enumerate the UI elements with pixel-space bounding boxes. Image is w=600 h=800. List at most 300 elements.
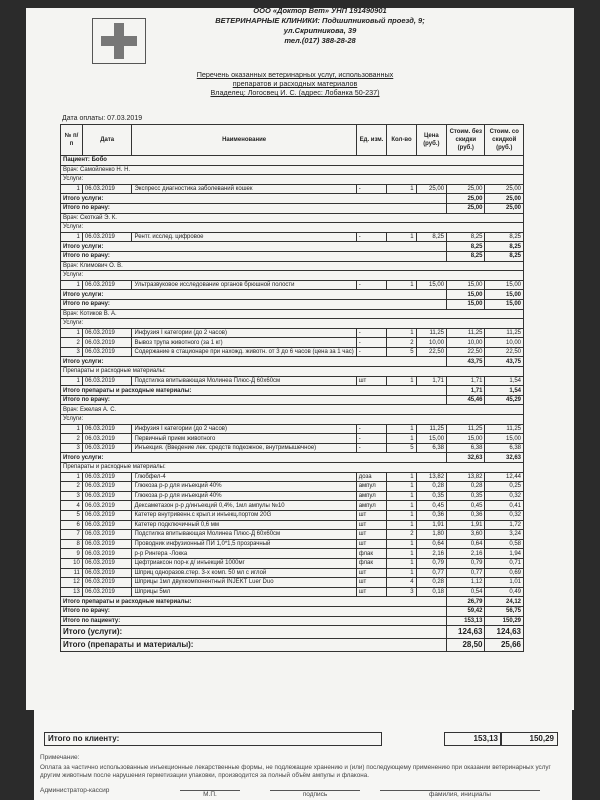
table-cell: 3 xyxy=(61,443,83,453)
table-cell: Ультразвуковое исследование органов брюшной полости xyxy=(132,280,356,290)
table-cell: Дексаметазон р-р д/инъекций 0,4%, 1мл ампулы №10 xyxy=(132,501,356,511)
table-cell: 1 xyxy=(387,472,416,482)
table-cell: Итого по врачу: xyxy=(61,251,447,261)
bottom-sheet xyxy=(34,710,572,800)
table-cell: 1,72 xyxy=(485,520,524,530)
table-cell: 3,60 xyxy=(447,530,485,540)
table-cell: 124,63 xyxy=(485,626,524,639)
clinic-phone: тел.(017) 388-28-28 xyxy=(284,36,356,45)
table-cell: 8,25 xyxy=(416,232,446,242)
table-row xyxy=(61,472,524,482)
table-cell: 1 xyxy=(387,328,416,338)
table-cell: 1 xyxy=(387,539,416,549)
table-cell: 1 xyxy=(387,520,416,530)
table-cell: Цефтриаксон пор-к д/ инъекций 1000мг xyxy=(132,558,356,568)
table-cell: Услуги: xyxy=(61,271,524,281)
table-cell: 11,25 xyxy=(416,424,446,434)
table-cell: 1 xyxy=(387,558,416,568)
table-cell: 1 xyxy=(61,280,83,290)
table-cell: 13,82 xyxy=(416,472,446,482)
table-cell: 0,79 xyxy=(416,558,446,568)
table-row xyxy=(61,290,524,300)
table-cell: Шприц одноразов.стер. 3-х комп. 50 мл с иглой xyxy=(132,568,356,578)
table-cell: Катетер подключичный 0,6 мм xyxy=(132,520,356,530)
table-cell: 6,38 xyxy=(416,443,446,453)
table-cell: 22,50 xyxy=(416,347,446,357)
table-cell: 1 xyxy=(387,568,416,578)
table-cell: 10 xyxy=(61,558,83,568)
table-cell: Глюкоза р-р для инъекций 40% xyxy=(132,482,356,492)
table-cell: 1,91 xyxy=(447,520,485,530)
table-cell: 5 xyxy=(61,510,83,520)
table-cell: 06.03.2019 xyxy=(82,520,132,530)
table-cell: 22,50 xyxy=(485,347,524,357)
table-cell: 0,32 xyxy=(485,491,524,501)
table-cell: 06.03.2019 xyxy=(82,232,132,242)
table-row xyxy=(61,319,524,329)
table-cell: 8,25 xyxy=(485,232,524,242)
table-cell: 25,66 xyxy=(485,639,524,652)
table-cell: 11,25 xyxy=(485,424,524,434)
table-cell: 28,50 xyxy=(447,639,485,652)
table-cell: 1,71 xyxy=(416,376,446,386)
owner-line: Владелец: Логосвец И. С. (адрес: Лобанка 50-237) xyxy=(210,88,380,97)
table-cell: 1,54 xyxy=(485,376,524,386)
table-body xyxy=(61,156,524,652)
table-row xyxy=(61,175,524,185)
table-cell: 0,41 xyxy=(485,501,524,511)
table-cell: 2 xyxy=(387,530,416,540)
table-row xyxy=(61,443,524,453)
table-cell: - xyxy=(356,280,387,290)
table-cell: Препараты и расходные материалы: xyxy=(61,367,524,377)
table-cell: 2 xyxy=(61,434,83,444)
table-cell: шт xyxy=(356,520,387,530)
table-row xyxy=(61,520,524,530)
subtitle-line: Перечень оказанных ветеринарных услуг, использованных xyxy=(196,70,394,79)
table-cell: 06.03.2019 xyxy=(82,347,132,357)
table-cell: шт xyxy=(356,510,387,520)
table-cell: - xyxy=(356,443,387,453)
table-cell: - xyxy=(356,338,387,348)
table-cell: Инъекция. (Введение лек. средств подкожное, внутримышечное) xyxy=(132,443,356,453)
table-cell: 15,00 xyxy=(447,299,485,309)
table-cell: 7 xyxy=(61,530,83,540)
table-cell: 06.03.2019 xyxy=(82,568,132,578)
table-cell: Врач: Климович О. В. xyxy=(61,261,524,271)
table-cell: - xyxy=(356,347,387,357)
table-cell: 43,75 xyxy=(485,357,524,367)
table-cell: 2,16 xyxy=(416,549,446,559)
table-cell: 15,00 xyxy=(485,290,524,300)
table-cell: Пациент: Бобо xyxy=(61,156,524,166)
table-cell: 24,12 xyxy=(485,597,524,607)
table-row xyxy=(61,367,524,377)
table-cell: Врач: Самойленко Н. Н. xyxy=(61,165,524,175)
table-cell: 0,45 xyxy=(447,501,485,511)
table-cell: 1 xyxy=(387,501,416,511)
table-cell: 1,80 xyxy=(416,530,446,540)
table-cell: 0,35 xyxy=(447,491,485,501)
table-cell: доза xyxy=(356,472,387,482)
table-cell: 45,29 xyxy=(485,395,524,405)
table-cell: 4 xyxy=(387,578,416,588)
table-cell: 8 xyxy=(61,539,83,549)
table-cell: 15,00 xyxy=(447,280,485,290)
table-cell: Шприцы 5мл xyxy=(132,587,356,597)
table-cell: 0,71 xyxy=(485,558,524,568)
table-cell: 0,49 xyxy=(485,587,524,597)
table-cell: Итого по врачу: xyxy=(61,606,447,616)
table-cell: 0,45 xyxy=(416,501,446,511)
table-cell: 11,25 xyxy=(447,424,485,434)
table-cell: 1 xyxy=(387,232,416,242)
table-cell: 06.03.2019 xyxy=(82,578,132,588)
table-cell: 0,36 xyxy=(416,510,446,520)
table-cell: 1 xyxy=(387,434,416,444)
table-cell: Катетер внутривенн.с крыл.и инъекц.портом 20G xyxy=(132,510,356,520)
table-cell: 1 xyxy=(61,184,83,194)
table-cell: шт xyxy=(356,578,387,588)
table-cell: шт xyxy=(356,530,387,540)
column-header: Кол-во xyxy=(387,125,416,156)
table-cell: 1,54 xyxy=(485,386,524,396)
table-row xyxy=(61,405,524,415)
table-cell: 3 xyxy=(61,347,83,357)
table-cell: 45,46 xyxy=(447,395,485,405)
table-cell: 0,28 xyxy=(447,482,485,492)
table-row xyxy=(61,271,524,281)
table-cell: 32,63 xyxy=(485,453,524,463)
table-cell: 8,25 xyxy=(447,251,485,261)
table-cell: Шприцы 1мл двухкомпонентный INJEKT Luer Duo xyxy=(132,578,356,588)
table-cell: 25,00 xyxy=(447,203,485,213)
table-cell: - xyxy=(356,424,387,434)
table-cell: 1 xyxy=(387,482,416,492)
payment-date: Дата оплаты: 07.03.2019 xyxy=(62,115,143,122)
table-row xyxy=(61,510,524,520)
table-cell: 15,00 xyxy=(447,434,485,444)
table-cell: 9 xyxy=(61,549,83,559)
table-cell: Препараты и расходные материалы: xyxy=(61,463,524,473)
table-row xyxy=(61,453,524,463)
table-cell: 1 xyxy=(387,510,416,520)
table-row xyxy=(61,549,524,559)
table-cell: Итого услуги: xyxy=(61,453,447,463)
table-cell: 0,28 xyxy=(416,578,446,588)
table-cell: р-р Рингера -Локка xyxy=(132,549,356,559)
table-cell: Итого услуги: xyxy=(61,357,447,367)
table-cell: 1,12 xyxy=(447,578,485,588)
table-cell: 12 xyxy=(61,578,83,588)
table-row xyxy=(61,558,524,568)
table-cell: 5 xyxy=(387,347,416,357)
table-cell: 25,00 xyxy=(485,194,524,204)
table-row xyxy=(61,376,524,386)
table-cell: 12,44 xyxy=(485,472,524,482)
table-cell: 06.03.2019 xyxy=(82,501,132,511)
table-cell: 0,25 xyxy=(485,482,524,492)
table-cell: 0,77 xyxy=(447,568,485,578)
table-cell: Рентг. исслед. цифровое xyxy=(132,232,356,242)
table-cell: Итого (услуги): xyxy=(61,626,447,639)
services-table xyxy=(60,124,524,652)
table-cell: 06.03.2019 xyxy=(82,530,132,540)
table-cell: 06.03.2019 xyxy=(82,472,132,482)
table-cell: Услуги: xyxy=(61,223,524,233)
table-cell: 8,25 xyxy=(447,242,485,252)
table-cell: Итого по врачу: xyxy=(61,395,447,405)
table-row xyxy=(61,280,524,290)
table-cell: 1,01 xyxy=(485,578,524,588)
table-row xyxy=(61,328,524,338)
table-cell: шт xyxy=(356,539,387,549)
table-cell: шт xyxy=(356,587,387,597)
table-cell: 15,00 xyxy=(447,290,485,300)
table-cell: Глюбфел-4 xyxy=(132,472,356,482)
table-cell: 06.03.2019 xyxy=(82,376,132,386)
clinic-address-2: ул.Скрипникова, 39 xyxy=(283,26,357,35)
table-cell: 32,63 xyxy=(447,453,485,463)
table-cell: Услуги: xyxy=(61,319,524,329)
table-cell: 6 xyxy=(61,520,83,530)
table-row xyxy=(61,424,524,434)
table-cell: Итого по врачу: xyxy=(61,299,447,309)
table-cell: 13 xyxy=(61,587,83,597)
table-cell: 11 xyxy=(61,568,83,578)
table-row xyxy=(61,194,524,204)
table-row xyxy=(61,587,524,597)
table-cell: 0,32 xyxy=(485,510,524,520)
table-cell: Итого по врачу: xyxy=(61,203,447,213)
table-cell: 3 xyxy=(61,491,83,501)
table-cell: 06.03.2019 xyxy=(82,184,132,194)
fio-label: фамилия, инициалы xyxy=(380,790,540,798)
table-cell: шт xyxy=(356,568,387,578)
table-cell: ампул xyxy=(356,501,387,511)
table-cell: 11,25 xyxy=(447,328,485,338)
table-cell: 0,35 xyxy=(416,491,446,501)
table-cell: 1 xyxy=(387,280,416,290)
table-cell: 59,42 xyxy=(447,606,485,616)
column-header: Наименование xyxy=(132,125,356,156)
table-cell: 06.03.2019 xyxy=(82,482,132,492)
column-header: Цена (руб.) xyxy=(416,125,446,156)
table-cell: 1,71 xyxy=(447,376,485,386)
document-subtitle xyxy=(120,70,470,97)
table-cell: 0,58 xyxy=(485,539,524,549)
table-cell: 0,54 xyxy=(447,587,485,597)
table-cell: 22,50 xyxy=(447,347,485,357)
table-row xyxy=(61,232,524,242)
table-cell: 10,00 xyxy=(416,338,446,348)
table-row xyxy=(61,434,524,444)
client-total-with-discount: 150,29 xyxy=(500,732,558,746)
table-cell: Итого (препараты и материалы): xyxy=(61,639,447,652)
table-cell: 150,29 xyxy=(485,616,524,626)
table-cell: 13,82 xyxy=(447,472,485,482)
signature-label: подпись xyxy=(270,790,360,798)
table-cell: 1 xyxy=(387,376,416,386)
clinic-logo xyxy=(92,18,146,64)
table-cell: Врач: Котиков В. А. xyxy=(61,309,524,319)
table-cell: Инфузия I категории (до 2 часов) xyxy=(132,328,356,338)
table-cell: 10,00 xyxy=(485,338,524,348)
table-cell: 1 xyxy=(387,184,416,194)
table-cell: ампул xyxy=(356,482,387,492)
table-cell: 25,00 xyxy=(485,184,524,194)
table-row xyxy=(61,395,524,405)
table-cell: 8,25 xyxy=(485,242,524,252)
table-cell: 5 xyxy=(387,443,416,453)
table-cell: - xyxy=(356,434,387,444)
client-total-label: Итого по клиенту: xyxy=(44,732,382,746)
table-cell: Итого услуги: xyxy=(61,290,447,300)
table-cell: 15,00 xyxy=(485,280,524,290)
table-row xyxy=(61,203,524,213)
table-cell: 06.03.2019 xyxy=(82,424,132,434)
table-cell: 1 xyxy=(61,472,83,482)
table-cell: Итого препараты и расходные материалы: xyxy=(61,597,447,607)
table-cell: 0,28 xyxy=(416,482,446,492)
table-row xyxy=(61,616,524,626)
table-cell: 0,69 xyxy=(485,568,524,578)
table-row xyxy=(61,578,524,588)
table-cell: Итого услуги: xyxy=(61,242,447,252)
table-cell: Итого препараты и расходные материалы: xyxy=(61,386,447,396)
table-cell: 153,13 xyxy=(447,616,485,626)
table-row xyxy=(61,597,524,607)
column-header: Стоим. без скидки (руб.) xyxy=(447,125,485,156)
table-row xyxy=(61,309,524,319)
table-cell: Первичный прием животного xyxy=(132,434,356,444)
table-cell: 11,25 xyxy=(416,328,446,338)
table-row xyxy=(61,184,524,194)
table-cell: Проводник инфузионный ПИ 1,0*1,5 прозрачный xyxy=(132,539,356,549)
table-cell: 6,38 xyxy=(447,443,485,453)
column-header: Стоим. со скидкой (руб.) xyxy=(485,125,524,156)
table-row xyxy=(61,156,524,166)
table-cell: 06.03.2019 xyxy=(82,328,132,338)
table-row xyxy=(61,251,524,261)
table-cell: ампул xyxy=(356,491,387,501)
table-cell: 06.03.2019 xyxy=(82,280,132,290)
table-cell: 15,00 xyxy=(485,299,524,309)
table-cell: 06.03.2019 xyxy=(82,549,132,559)
table-cell: Услуги: xyxy=(61,415,524,425)
table-cell: 06.03.2019 xyxy=(82,539,132,549)
table-cell: шт xyxy=(356,376,387,386)
column-header: Дата xyxy=(82,125,132,156)
subtitle-line: препаратов и расходных материалов xyxy=(232,79,358,88)
table-cell: 15,00 xyxy=(416,434,446,444)
column-header: № п/п xyxy=(61,125,83,156)
table-cell: флак xyxy=(356,549,387,559)
table-cell: 0,36 xyxy=(447,510,485,520)
table-cell: Подстилка впитывающая Молинеа Плюс-Д 60х60см xyxy=(132,376,356,386)
table-cell: 11,25 xyxy=(485,328,524,338)
table-row xyxy=(61,347,524,357)
table-cell: 06.03.2019 xyxy=(82,434,132,444)
table-cell: 3 xyxy=(387,587,416,597)
table-cell: 2 xyxy=(387,338,416,348)
client-total-no-discount: 153,13 xyxy=(444,732,502,746)
table-cell: флак xyxy=(356,558,387,568)
table-row xyxy=(61,626,524,639)
table-row xyxy=(61,606,524,616)
table-cell: 1 xyxy=(387,549,416,559)
note-label: Примечание: xyxy=(40,754,80,761)
table-cell: 1 xyxy=(61,232,83,242)
table-cell: 43,75 xyxy=(447,357,485,367)
table-cell: 25,00 xyxy=(447,194,485,204)
table-row xyxy=(61,242,524,252)
table-cell: 1 xyxy=(61,376,83,386)
table-cell: Врач: Ежелая А. С. xyxy=(61,405,524,415)
table-cell: - xyxy=(356,232,387,242)
table-row xyxy=(61,482,524,492)
table-cell: Содержание в стационаре при нахожд. животн. от 3 до 6 часов (цена за 1 час) xyxy=(132,347,356,357)
table-row xyxy=(61,213,524,223)
table-row xyxy=(61,223,524,233)
table-cell: - xyxy=(356,328,387,338)
table-cell: 1 xyxy=(61,424,83,434)
column-header: Ед. изм. xyxy=(356,125,387,156)
table-cell: 25,00 xyxy=(485,203,524,213)
table-cell: 8,25 xyxy=(485,251,524,261)
table-cell: 0,79 xyxy=(447,558,485,568)
table-cell: 06.03.2019 xyxy=(82,338,132,348)
table-cell: 10,00 xyxy=(447,338,485,348)
table-cell: 2,16 xyxy=(447,549,485,559)
table-cell: 15,00 xyxy=(485,434,524,444)
table-row xyxy=(61,165,524,175)
table-cell: 1,91 xyxy=(416,520,446,530)
table-cell: Итого услуги: xyxy=(61,194,447,204)
table-cell: 3,24 xyxy=(485,530,524,540)
table-cell: 15,00 xyxy=(416,280,446,290)
table-cell: 1,71 xyxy=(447,386,485,396)
table-cell: 06.03.2019 xyxy=(82,558,132,568)
table-cell: 2 xyxy=(61,338,83,348)
table-cell: 25,00 xyxy=(416,184,446,194)
table-cell: 1 xyxy=(61,328,83,338)
table-cell: 1,94 xyxy=(485,549,524,559)
table-header-row xyxy=(61,125,524,156)
table-cell: 26,79 xyxy=(447,597,485,607)
table-cell: 06.03.2019 xyxy=(82,443,132,453)
table-cell: 1 xyxy=(387,424,416,434)
table-cell: Подстилка впитывающая Молинеа Плюс-Д 60х60см xyxy=(132,530,356,540)
table-cell: Итого по пациенту: xyxy=(61,616,447,626)
note-text: Оплата за частично использованные инъекционные лекарственные формы, не подлежащие хранению и (или) последующему применению при оказании ветеринарных услуг другим животным после нарушения герметизации упаковки, производится за полный объём ампулы и флакона. xyxy=(40,764,551,779)
table-row xyxy=(61,415,524,425)
clinic-name: ООО «Доктор Вет» УНП 191490901 xyxy=(253,6,387,15)
table-row xyxy=(61,539,524,549)
table-cell: 56,75 xyxy=(485,606,524,616)
table-cell: 0,64 xyxy=(416,539,446,549)
table-row xyxy=(61,299,524,309)
table-cell: Экспресс диагностика заболеваний кошек xyxy=(132,184,356,194)
table-cell: 06.03.2019 xyxy=(82,587,132,597)
table-cell: 25,00 xyxy=(447,184,485,194)
table-cell: Инфузия I категории (до 2 часов) xyxy=(132,424,356,434)
table-row xyxy=(61,639,524,652)
table-row xyxy=(61,338,524,348)
table-cell: 2 xyxy=(61,482,83,492)
table-row xyxy=(61,386,524,396)
table-cell: - xyxy=(356,184,387,194)
